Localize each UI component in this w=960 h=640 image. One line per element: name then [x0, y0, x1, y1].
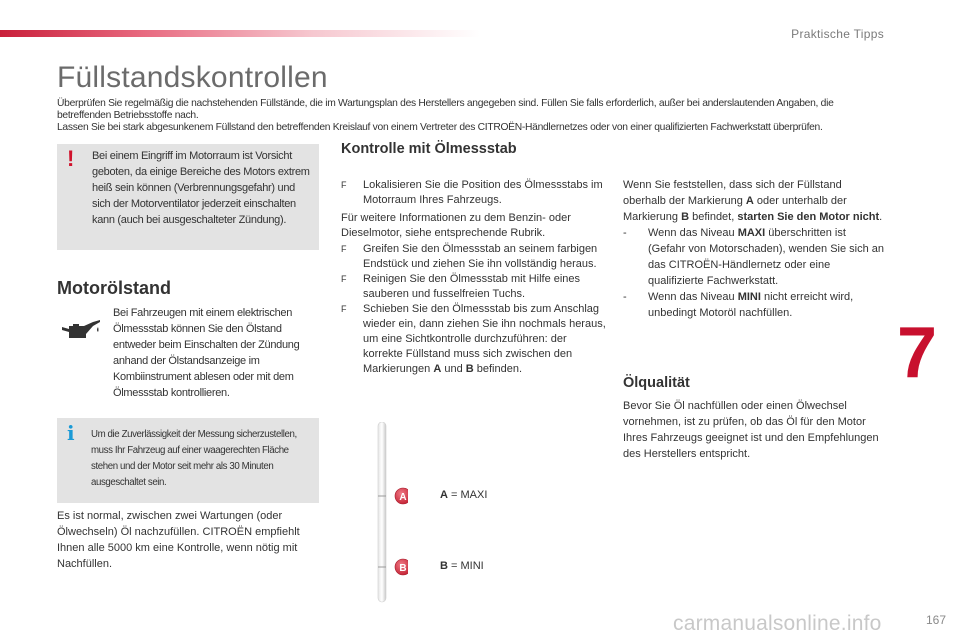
warning-text: Bei einem Eingriff im Motorraum ist Vorsicht geboten, da einige Bereiche des Motors extrem heiß sein können (Verbrennungsgefahr) und sich der Motorventilator jederzeit einschalten kann (auch bei ausgeschalteter Zündung). — [92, 150, 310, 226]
oil-quality-text: Bevor Sie Öl nachfüllen oder einen Ölwechsel vornehmen, ist zu prüfen, ob das Öl für den Motor Ihres Fahrzeugs geeignet ist und den Empfehlungen des Herstellers entspricht. — [623, 400, 879, 460]
intro-paragraph: Überprüfen Sie regelmäßig die nachstehenden Füllstände, die im Wartungsplan des Herstellers angegeben sind. Füllen Sie falls erforderlich, außer bei anderslautenden Angaben, die betreffenden Betriebsstoffe nach. — [57, 98, 834, 121]
normal-refill-text: Es ist normal, zwischen zwei Wartungen (oder Ölwechseln) Öl nachzufüllen. CITROËN empfiehlt Ihnen alle 5000 km eine Kontrolle, wenn nötig mit Nachfüllen. — [57, 510, 300, 570]
intro-text — [57, 98, 887, 134]
marker-b — [395, 559, 408, 575]
label-mini: B = MINI — [440, 560, 484, 572]
motoroel-heading: Motorölstand — [57, 278, 171, 298]
info-icon: i — [67, 421, 75, 445]
oil-can-icon — [60, 318, 102, 344]
header-accent-bar — [0, 30, 480, 37]
page-title: Füllstandskontrollen — [57, 61, 328, 94]
bullet-icon: F — [341, 244, 347, 254]
intro-paragraph: Lassen Sie bei stark abgesunkenem Füllstand den betreffenden Kreislauf von einem Vertreter des CITROËN-Händlernetzes oder von einer qualifizierten Fachwerkstatt überprüfen. — [57, 122, 823, 133]
step-note: Für weitere Informationen zu dem Benzin- oder Dieselmotor, siehe entsprechende Rubrik. — [341, 212, 571, 239]
step-text: Reinigen Sie den Ölmessstab mit Hilfe eines sauberen und fusselfreien Tuchs. — [363, 273, 581, 300]
step-text: Greifen Sie den Ölmessstab an seinem farbigen Endstück und ziehen Sie ihn vollständig heraus. — [363, 243, 598, 270]
warning-exclamation-icon: ! — [67, 146, 75, 171]
svg-text:A: A — [399, 492, 407, 503]
list-item: - Wenn das Niveau MAXI überschritten ist (Gefahr von Motorschaden), wenden Sie sich an das CITROËN-Händlernetz oder eine qualifizierte Fachwerkstatt. — [623, 227, 885, 287]
level-paragraph: Wenn Sie feststellen, dass sich der Füllstand oberhalb der Markierung A oder unterhalb der Markierung B befindet, starten Sie den Motor nicht. — [623, 179, 883, 223]
bullet-icon: F — [341, 274, 347, 284]
label-maxi: A = MAXI — [440, 489, 488, 501]
info-text: Um die Zuverlässigkeit der Messung sicherzustellen, muss Ihr Fahrzeug auf einer waagerechten Fläche stehen und der Motor seit mehr als 30 Minuten ausgeschaltet sein. — [91, 429, 297, 488]
page-number: 167 — [925, 613, 946, 627]
level-outside-range — [623, 177, 885, 321]
step-text: Lokalisieren Sie die Position des Ölmessstabs im Motorraum Ihres Fahrzeugs. — [363, 179, 603, 206]
dipstick-illustration — [372, 422, 408, 607]
chapter-number: 7 — [897, 313, 938, 393]
dash-bullet: - — [623, 227, 627, 239]
motoroel-text: Bei Fahrzeugen mit einem elektrischen Ölmessstab können Sie den Ölstand entweder beim Einschalten der Zündung anhand der Ölstandsanzeige im Kombiinstrument ablesen oder mit dem Ölmessstab kontrollieren. — [113, 307, 300, 399]
marker-a — [395, 488, 408, 504]
step-text: Schieben Sie den Ölmessstab bis zum Anschlag wieder ein, dann ziehen Sie ihn nochmals heraus, um eine Sichtkontrolle durchzuführen: der korrekte Füllstand muss sich zwischen den Markierungen A und B befinden. — [363, 303, 606, 375]
dipstick-steps — [341, 178, 606, 377]
warning-box — [57, 144, 319, 250]
list-item — [341, 302, 606, 377]
dipstick-heading: Kontrolle mit Ölmessstab — [341, 141, 517, 157]
svg-text:B: B — [399, 563, 407, 574]
list-item: - Wenn das Niveau MINI nicht erreicht wird, unbedingt Motoröl nachfüllen. — [623, 291, 854, 319]
list-item — [341, 272, 606, 302]
bullet-icon: F — [341, 180, 347, 190]
info-box — [57, 418, 319, 503]
list-item — [341, 242, 606, 272]
list-item — [341, 178, 606, 208]
watermark: carmanualsonline.info — [673, 612, 882, 635]
section-title: Praktische Tipps — [791, 27, 884, 41]
oil-quality-heading: Ölqualität — [623, 375, 690, 391]
bullet-icon: F — [341, 304, 347, 314]
dash-bullet: - — [623, 291, 627, 303]
